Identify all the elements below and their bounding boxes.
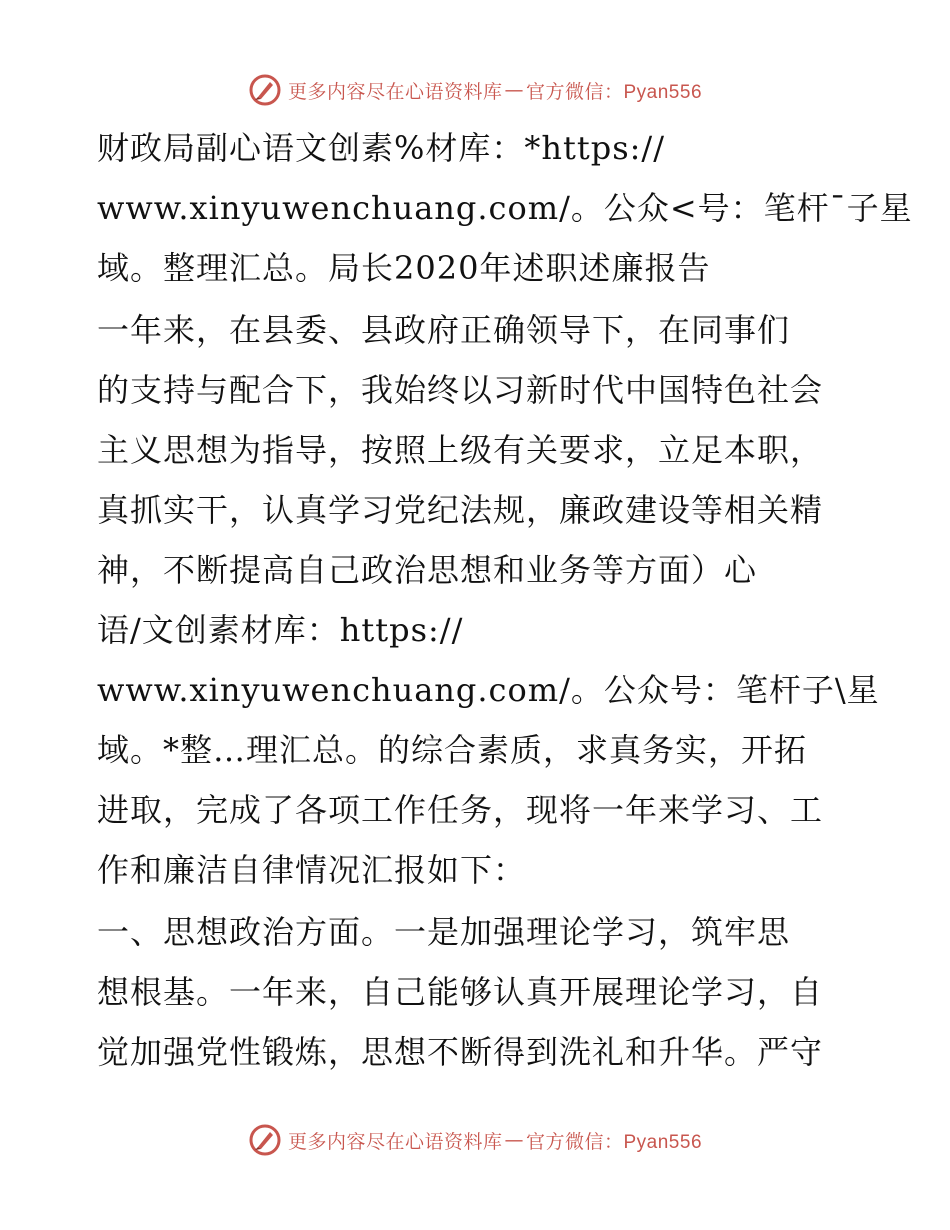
paragraph-section-one [97,902,857,1082]
text-line: www.xinyuwenchuang.com/。公众<号：笔杆¯子星 [97,189,913,227]
banner-wechat: 官方微信：Pyan556 [526,1131,703,1153]
banner-slogan: 更多内容尽在心语资料库 [287,80,503,103]
banner-separator: — [504,1129,524,1151]
text-line: 进取，完成了各项工作任务，现将一年来学习、工 [97,791,824,829]
text-line: 的支持与配合下，我始终以习新时代中国特色社会 [97,371,824,409]
text-line: 觉加强党性锻炼，思想不断得到洗礼和升华。严守 [97,1033,824,1071]
banner-separator: — [504,79,524,101]
brand-logo-icon [248,1123,282,1157]
text-line: 想根基。一年来，自己能够认真开展理论学习，自 [97,973,824,1011]
brand-logo-icon [248,73,282,107]
paragraph-intro [97,300,880,900]
text-line: 语/文创素材库：https:// [97,611,464,649]
document-body [97,118,913,1082]
text-line: 域。整理汇总。局长2020年述职述廉报告 [97,249,711,287]
text-line: 域。*整…理汇总。的综合素质，求真务实，开拓 [97,731,808,769]
text-line: 作和廉洁自律情况汇报如下： [97,851,527,889]
text-line: 财政局副心语文创素%材库：*https:// [97,129,665,167]
text-line: 一年来，在县委、县政府正确领导下，在同事们 [97,311,791,349]
banner-wechat: 官方微信：Pyan556 [526,81,703,103]
text-line: 主义思想为指导，按照上级有关要求，立足本职， [97,431,824,469]
text-line: 真抓实干，认真学习党纪法规，廉政建设等相关精 [97,491,824,529]
text-line: 一、思想政治方面。一是加强理论学习，筑牢思 [97,913,791,951]
header-watermark-banner [0,70,950,110]
text-line: 神，不断提高自己政治思想和业务等方面）心 [97,551,758,589]
paragraph-title [97,118,913,298]
banner-slogan: 更多内容尽在心语资料库 [287,1130,503,1153]
footer-watermark-banner [0,1120,950,1160]
text-line: www.xinyuwenchuang.com/。公众号：笔杆子\星 [97,671,880,709]
